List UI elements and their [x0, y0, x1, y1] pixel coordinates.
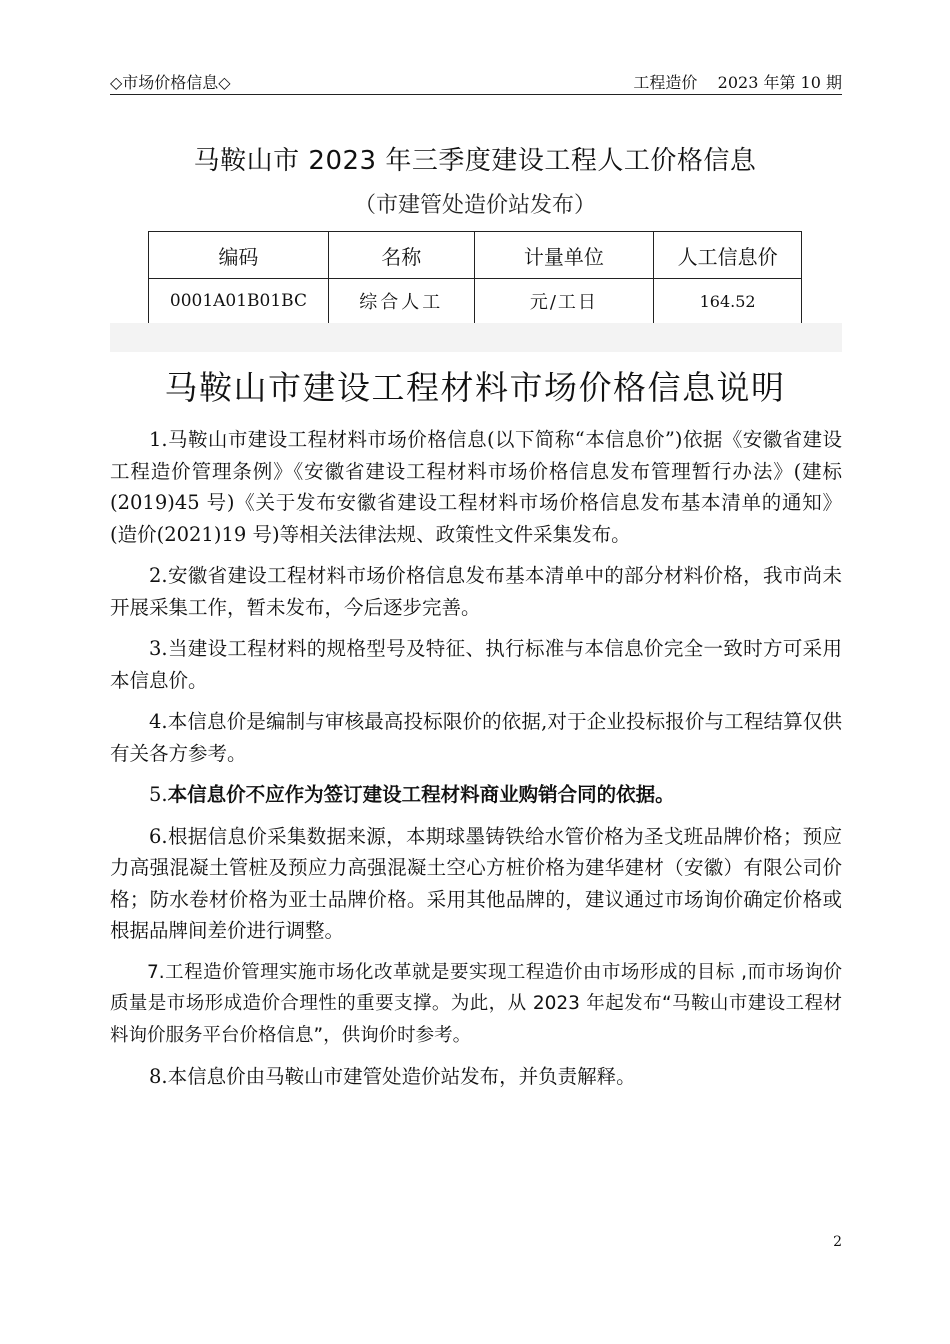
material-notes	[110, 424, 842, 1103]
material-title: 马鞍山市建设工程材料市场价格信息说明	[164, 368, 786, 407]
note-paragraph-6: 6.根据信息价采集数据来源，本期球墨铸铁给水管价格为圣戈班品牌价格；预应力高强混凝土管桩及预应力高强混凝土空心方桩价格为建华建材（安徽）有限公司价格；防水卷材价格为亚士品牌价格。采用其他品牌的，建议通过市场询价确定价格或根据品牌间差价进行调整。	[110, 824, 842, 942]
cell-name: 综合人工	[328, 279, 474, 324]
page-header	[110, 68, 842, 95]
note-5-number: 5.	[149, 783, 168, 806]
labor-subtitle: （市建管处造价站发布）	[353, 193, 596, 218]
header-left: ◇市场价格信息◇	[110, 73, 231, 92]
note-paragraph-1: 1.马鞍山市建设工程材料市场价格信息(以下简称“本信息价”)依据《安徽省建设工程造价管理条例》《安徽省建设工程材料市场价格信息发布管理暂行办法》(建标(2019)45 号)《关于发布安徽省建设工程材料市场价格信息发布基本清单的通知》(造价(2021)19 号)等相关法律法规、政策性文件采集发布。	[110, 428, 842, 546]
note-5-bold-text: 本信息价不应作为签订建设工程材料商业购销合同的依据。	[167, 783, 675, 806]
note-paragraph-5	[110, 779, 842, 811]
page-number: 2	[833, 1234, 842, 1250]
header-right: 工程造价 2023 年第 10 期	[633, 73, 842, 92]
labor-price-table	[148, 231, 802, 324]
header-name: 名称	[328, 232, 474, 279]
labor-title: 马鞍山市 2023 年三季度建设工程人工价格信息	[193, 146, 757, 176]
cell-price: 164.52	[654, 279, 802, 324]
header-price: 人工信息价	[654, 232, 802, 279]
note-paragraph-8: 8.本信息价由马鞍山市建管处造价站发布，并负责解释。	[149, 1065, 636, 1088]
table-row	[149, 279, 802, 324]
cell-code: 0001A01B01BC	[149, 279, 329, 324]
separator-bar	[110, 323, 842, 352]
cell-unit: 元/工日	[474, 279, 654, 324]
header-code: 编码	[149, 232, 329, 279]
note-paragraph-4: 4.本信息价是编制与审核最高投标限价的依据,对于企业投标报价与工程结算仅供有关各方参考。	[110, 710, 842, 765]
note-paragraph-2: 2.安徽省建设工程材料市场价格信息发布基本清单中的部分材料价格，我市尚未开展采集工作，暂未发布，今后逐步完善。	[110, 564, 842, 619]
table-header-row	[149, 232, 802, 279]
note-paragraph-7: 7.工程造价管理实施市场化改革就是要实现工程造价由市场形成的目标 ,而市场询价质量是市场形成造价合理性的重要支撑。为此，从 2023 年起发布“马鞍山市建设工程材料询价服务平台价格信息”，供询价时参考。	[110, 961, 842, 1046]
note-paragraph-3: 3.当建设工程材料的规格型号及特征、执行标准与本信息价完全一致时方可采用本信息价。	[110, 637, 842, 692]
header-unit: 计量单位	[474, 232, 654, 279]
